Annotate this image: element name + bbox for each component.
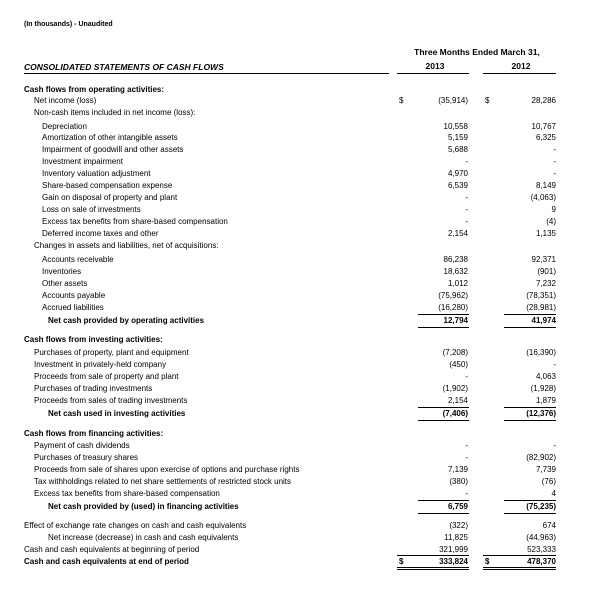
year2-rule — [483, 73, 556, 74]
proceeds-sale-ppe-row — [0, 371, 609, 382]
inventories-2012: (901) — [537, 267, 556, 276]
proceeds-options-2012: 7,739 — [535, 465, 556, 474]
proceeds-options-row — [0, 464, 609, 475]
total-rule — [504, 513, 556, 514]
impairment-goodwill-2012: - — [553, 145, 556, 154]
total-rule — [418, 513, 469, 514]
share-based-comp-row — [0, 180, 609, 191]
accounts-receivable-row — [0, 254, 609, 265]
purchases-ppe-2012: (16,390) — [526, 348, 556, 357]
excess-tax-operating-2013: - — [465, 217, 468, 226]
private-investment-row — [0, 359, 609, 370]
investment-impairment-label: Investment impairment — [42, 157, 123, 166]
amortization-row — [0, 132, 609, 143]
ending-cash-row — [0, 556, 609, 567]
total-rule — [418, 327, 469, 328]
inventory-valuation-row — [0, 168, 609, 179]
accounts-payable-2013: (75,962) — [438, 291, 468, 300]
proceeds-options-label: Proceeds from sale of shares upon exercise of options and purchase rights — [34, 465, 300, 474]
beginning-cash-2012: 523,333 — [527, 545, 556, 554]
purchases-trading-2012: (1,928) — [530, 384, 556, 393]
ending-cash-2012: 478,370 — [527, 557, 556, 566]
other-assets-2012: 7,232 — [535, 279, 556, 288]
loss-sale-investments-row — [0, 204, 609, 215]
excess-tax-operating-2012: (4) — [546, 217, 556, 226]
treasury-row — [0, 452, 609, 463]
deferred-tax-label: Deferred income taxes and other — [42, 229, 159, 238]
excess-tax-operating-label: Excess tax benefits from share-based compensation — [42, 217, 228, 226]
unit-note: (In thousands) - Unaudited — [24, 21, 113, 28]
loss-sale-investments-2013: - — [465, 205, 468, 214]
purchases-trading-label: Purchases of trading investments — [34, 384, 153, 393]
other-assets-row — [0, 278, 609, 289]
beginning-cash-label: Cash and cash equivalents at beginning of period — [24, 545, 200, 554]
net-cash-investing-2013: (7,406) — [442, 409, 468, 418]
net-cash-investing-row — [0, 408, 609, 419]
net-change-label: Net increase (decrease) in cash and cash equivalents — [48, 533, 239, 542]
investment-impairment-2012: - — [553, 157, 556, 166]
currency-symbol: $ — [399, 96, 404, 105]
changes-heading: Changes in assets and liabilities, net of acquisitions: — [34, 241, 219, 250]
fx-effect-label: Effect of exchange rate changes on cash and cash equivalents — [24, 521, 247, 530]
deferred-tax-2013: 2,154 — [447, 229, 468, 238]
total-rule — [504, 327, 556, 328]
depreciation-2012: 10,767 — [531, 122, 556, 131]
loss-sale-investments-label: Loss on sale of investments — [42, 205, 141, 214]
accounts-receivable-2013: 86,238 — [443, 255, 468, 264]
excess-tax-operating-row — [0, 216, 609, 227]
purchases-ppe-row — [0, 347, 609, 358]
gain-disposal-row — [0, 192, 609, 203]
accounts-payable-2012: (78,351) — [526, 291, 556, 300]
inventories-label: Inventories — [42, 267, 82, 276]
fx-effect-2013: (322) — [449, 521, 468, 530]
ending-cash-2013: 333,824 — [439, 557, 468, 566]
beginning-cash-row — [0, 544, 609, 555]
depreciation-label: Depreciation — [42, 122, 87, 131]
private-investment-2012: - — [553, 360, 556, 369]
impairment-goodwill-label: Impairment of goodwill and other assets — [42, 145, 184, 154]
net-cash-operating-2013: 12,794 — [443, 316, 468, 325]
ending-double-rule — [397, 567, 469, 570]
proceeds-options-2013: 7,139 — [447, 465, 468, 474]
fx-effect-2012: 674 — [542, 521, 556, 530]
tax-withholdings-2013: (380) — [449, 477, 468, 486]
excess-tax-financing-2013: - — [465, 489, 468, 498]
year-2013-header: 2013 — [425, 61, 445, 71]
deferred-tax-row — [0, 228, 609, 239]
accounts-payable-label: Accounts payable — [42, 291, 106, 300]
accrued-liabilities-label: Accrued liabilities — [42, 303, 104, 312]
net-income-2012: 28,286 — [531, 96, 556, 105]
dividends-2012: - — [553, 441, 556, 450]
inventory-valuation-label: Inventory valuation adjustment — [42, 169, 151, 178]
depreciation-2013: 10,558 — [443, 122, 468, 131]
net-income-2013: (35,914) — [438, 96, 468, 105]
net-cash-operating-row — [0, 315, 609, 326]
inventories-row — [0, 266, 609, 277]
other-assets-label: Other assets — [42, 279, 88, 288]
purchases-ppe-label: Purchases of property, plant and equipment — [34, 348, 189, 357]
period-header: Three Months Ended March 31, — [414, 47, 540, 57]
purchases-trading-2013: (1,902) — [442, 384, 468, 393]
gain-disposal-2013: - — [465, 193, 468, 202]
proceeds-sale-ppe-label: Proceeds from sale of property and plant — [34, 372, 179, 381]
accounts-receivable-label: Accounts receivable — [42, 255, 114, 264]
net-cash-investing-label: Net cash used in investing activities — [48, 409, 186, 418]
inventories-2013: 18,632 — [443, 267, 468, 276]
loss-sale-investments-2012: 9 — [551, 205, 556, 214]
treasury-2013: - — [465, 453, 468, 462]
accounts-receivable-2012: 92,371 — [531, 255, 556, 264]
investing-heading-row — [0, 334, 609, 345]
gain-disposal-2012: (4,063) — [530, 193, 556, 202]
amortization-2013: 5,159 — [447, 133, 468, 142]
noncash-heading: Non-cash items included in net income (loss): — [34, 108, 196, 117]
excess-tax-financing-row — [0, 488, 609, 499]
net-income-label: Net income (loss) — [34, 96, 97, 105]
net-cash-operating-label: Net cash provided by operating activities — [48, 316, 205, 325]
tax-withholdings-2012: (76) — [541, 477, 556, 486]
deferred-tax-2012: 1,135 — [535, 229, 556, 238]
proceeds-trading-2012: 1,879 — [535, 396, 556, 405]
net-cash-financing-row — [0, 501, 609, 512]
excess-tax-financing-2012: 4 — [551, 489, 556, 498]
ending-cash-label: Cash and cash equivalents at end of period — [24, 557, 189, 566]
net-cash-operating-2012: 41,974 — [531, 316, 556, 325]
accrued-liabilities-row — [0, 302, 609, 313]
currency-symbol: $ — [485, 96, 490, 105]
purchases-trading-row — [0, 383, 609, 394]
amortization-label: Amortization of other intangible assets — [42, 133, 178, 142]
accrued-liabilities-2013: (16,280) — [438, 303, 468, 312]
ending-double-rule — [483, 567, 556, 570]
currency-symbol: $ — [485, 557, 490, 566]
impairment-goodwill-row — [0, 144, 609, 155]
accrued-liabilities-2012: (28,981) — [526, 303, 556, 312]
title-rule — [24, 73, 389, 74]
share-based-comp-2013: 6,539 — [447, 181, 468, 190]
proceeds-trading-2013: 2,154 — [447, 396, 468, 405]
share-based-comp-2012: 8,149 — [535, 181, 556, 190]
net-change-2012: (44,963) — [526, 533, 556, 542]
dividends-row — [0, 440, 609, 451]
fx-effect-row — [0, 520, 609, 531]
proceeds-trading-row — [0, 395, 609, 406]
noncash-heading-row — [0, 107, 609, 118]
gain-disposal-label: Gain on disposal of property and plant — [42, 193, 178, 202]
accounts-payable-row — [0, 290, 609, 301]
share-based-comp-label: Share-based compensation expense — [42, 181, 173, 190]
investment-impairment-2013: - — [465, 157, 468, 166]
dividends-2013: - — [465, 441, 468, 450]
net-cash-financing-label: Net cash provided by (used) in financing activities — [48, 502, 239, 511]
beginning-cash-2013: 321,999 — [439, 545, 468, 554]
inventory-valuation-2012: - — [553, 169, 556, 178]
currency-symbol: $ — [399, 557, 404, 566]
total-rule — [504, 420, 556, 421]
net-cash-financing-2013: 6,759 — [447, 502, 468, 511]
dividends-label: Payment of cash dividends — [34, 441, 130, 450]
proceeds-sale-ppe-2013: - — [465, 372, 468, 381]
treasury-2012: (82,902) — [526, 453, 556, 462]
operating-heading: Cash flows from operating activities: — [24, 85, 165, 94]
operating-heading-row — [0, 84, 609, 95]
treasury-label: Purchases of treasury shares — [34, 453, 139, 462]
private-investment-label: Investment in privately-held company — [34, 360, 167, 369]
year-2012-header: 2012 — [511, 61, 531, 71]
financing-heading-row — [0, 428, 609, 439]
purchases-ppe-2013: (7,208) — [442, 348, 468, 357]
statement-title: CONSOLIDATED STATEMENTS OF CASH FLOWS — [24, 62, 224, 72]
year1-rule — [397, 73, 469, 74]
excess-tax-financing-label: Excess tax benefits from share-based compensation — [34, 489, 220, 498]
impairment-goodwill-2013: 5,688 — [447, 145, 468, 154]
tax-withholdings-row — [0, 476, 609, 487]
financing-heading: Cash flows from financing activities: — [24, 429, 164, 438]
investment-impairment-row — [0, 156, 609, 167]
net-change-row — [0, 532, 609, 543]
investing-heading: Cash flows from investing activities: — [24, 335, 163, 344]
other-assets-2013: 1,012 — [447, 279, 468, 288]
proceeds-sale-ppe-2012: 4,063 — [535, 372, 556, 381]
changes-heading-row — [0, 240, 609, 251]
net-income-row — [0, 95, 609, 106]
depreciation-row — [0, 121, 609, 132]
amortization-2012: 6,325 — [535, 133, 556, 142]
net-cash-financing-2012: (75,235) — [526, 502, 556, 511]
net-cash-investing-2012: (12,376) — [526, 409, 556, 418]
private-investment-2013: (450) — [449, 360, 468, 369]
tax-withholdings-label: Tax withholdings related to net share settlements of restricted stock units — [34, 477, 292, 486]
net-change-2013: 11,825 — [444, 533, 468, 542]
proceeds-trading-label: Proceeds from sales of trading investments — [34, 396, 188, 405]
total-rule — [418, 420, 469, 421]
inventory-valuation-2013: 4,970 — [447, 169, 468, 178]
